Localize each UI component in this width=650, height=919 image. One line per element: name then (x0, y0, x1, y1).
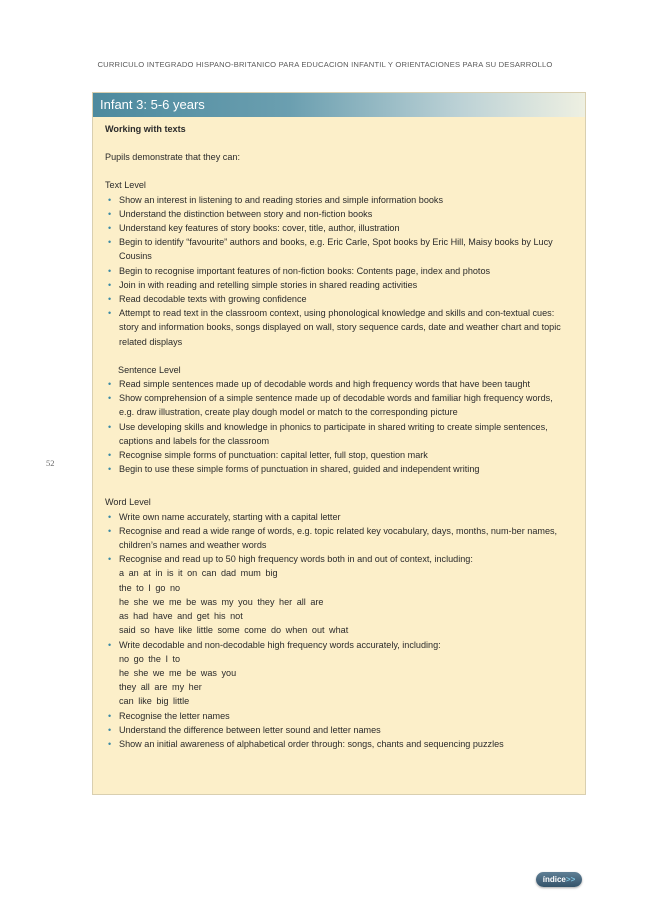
sentence-level-heading: Sentence Level (118, 364, 181, 375)
sentence-level-list (105, 377, 569, 476)
bullet-icon: • (108, 308, 112, 319)
bullet-icon: • (108, 393, 112, 404)
bullet-icon: • (108, 554, 112, 565)
list-item: • Write decodable and non-decodable high frequency words accurately, including: no go the I to he she we me be was you they all are my her can like big little (105, 638, 569, 709)
list-item: • Recognise simple forms of punctuation: capital letter, full stop, question mark (105, 448, 569, 462)
word-level-heading: Word Level (105, 497, 151, 508)
list-item: • Read decodable texts with growing confidence (105, 292, 569, 306)
text-level-heading: Text Level (105, 180, 146, 191)
list-item: • Join in with reading and retelling simple stories in shared reading activities (105, 278, 569, 292)
word-line: he she we me be was my you they her all are (119, 596, 324, 607)
bullet-icon: • (108, 525, 112, 536)
list-item: • Begin to recognise important features of non-fiction books: Contents page, index and photos (105, 264, 569, 278)
text-level-list (105, 193, 569, 349)
list-item: • Recognise and read up to 50 high frequency words both in and out of context, including: a an at in is it on can dad mum big the to I go no he she we me be was my you they her all are as had have and get his not said so have like little some come do when out what (105, 552, 569, 637)
list-item: • Read simple sentences made up of decodable words and high frequency words that have been taught (105, 377, 569, 391)
bullet-icon: • (108, 194, 112, 205)
word-line: as had have and get his not (119, 611, 243, 622)
intro-text: Pupils demonstrate that they can: (105, 152, 240, 163)
list-item: • Use developing skills and knowledge in phonics to participate in shared writing to create simple sentences, captions and labels for the classroom (108, 421, 548, 446)
double-chevron-right-icon: >> (565, 875, 576, 884)
bullet-icon: • (108, 223, 112, 234)
word-line: they all are my her (119, 682, 202, 693)
list-item: • Understand the distinction between story and non-fiction books (105, 207, 569, 221)
page-number: 52 (46, 458, 55, 468)
list-item: • Show an initial awareness of alphabetical order through: songs, chants and sequencing puzzles (105, 737, 569, 751)
bullet-icon: • (108, 724, 112, 735)
word-line: can like big little (119, 696, 190, 707)
list-item: • Understand key features of story books: cover, title, author, illustration (105, 221, 569, 235)
list-item: • Recognise the letter names (105, 709, 569, 723)
word-line: a an at in is it on can dad mum big (119, 568, 278, 579)
running-header: CURRICULO INTEGRADO HISPANO-BRITANICO PARA EDUCACION INFANTIL Y ORIENTACIONES PARA SU DESARROLLO (97, 60, 553, 69)
word-line: the to I go no (119, 582, 181, 593)
hf-word-lines (119, 566, 569, 637)
bullet-icon: • (108, 511, 112, 522)
list-item: • Recognise and read a wide range of words, e.g. topic related key vocabulary, days, months, num-ber names, children’s names and weather words (108, 525, 558, 551)
bullet-icon: • (108, 237, 112, 248)
list-item: • Show an interest in listening to and reading stories and simple information books (105, 193, 569, 207)
bullet-icon: • (108, 294, 112, 305)
panel-content (93, 122, 585, 751)
bullet-icon: • (108, 710, 112, 721)
bullet-icon: • (108, 265, 112, 276)
bullet-icon: • (108, 639, 112, 650)
bullet-icon: • (108, 450, 112, 461)
word-line: said so have like little some come do when out what (119, 625, 349, 636)
bullet-icon: • (108, 421, 112, 432)
index-button[interactable] (536, 872, 582, 887)
index-label: índice (542, 875, 566, 884)
bullet-icon: • (108, 208, 112, 219)
list-item: • Understand the difference between letter sound and letter names (105, 723, 569, 737)
curriculum-panel (92, 92, 586, 795)
list-item: • Begin to use these simple forms of punctuation in shared, guided and independent writing (105, 462, 569, 476)
word-level-list (105, 510, 569, 751)
bullet-icon: • (108, 279, 112, 290)
bullet-icon: • (108, 738, 112, 749)
hf-write-lines (119, 652, 569, 709)
list-item: • Show comprehension of a simple sentence made up of decodable words and familiar high frequency words, e.g. draw illustration, create play dough model or match to the corresponding picture (108, 393, 553, 418)
bullet-icon: • (108, 379, 112, 390)
word-line: he she we me be was you (119, 667, 237, 678)
list-item: • Begin to identify “favourite” authors and books, e.g. Eric Carle, Spot books by Eric Hill, Maisy books by Lucy Cousins (108, 237, 553, 262)
panel-title: Infant 3: 5-6 years (93, 93, 585, 117)
word-line: no go the I to (119, 653, 181, 664)
bullet-icon: • (108, 464, 112, 475)
section-heading: Working with texts (105, 124, 186, 134)
list-item: • Attempt to read text in the classroom context, using phonological knowledge and skills and con-textual cues: story and information books, songs displayed on wall, story sequence cards, date and weather chart and topic related displays (108, 308, 561, 347)
list-item: • Write own name accurately, starting with a capital letter (105, 510, 569, 524)
